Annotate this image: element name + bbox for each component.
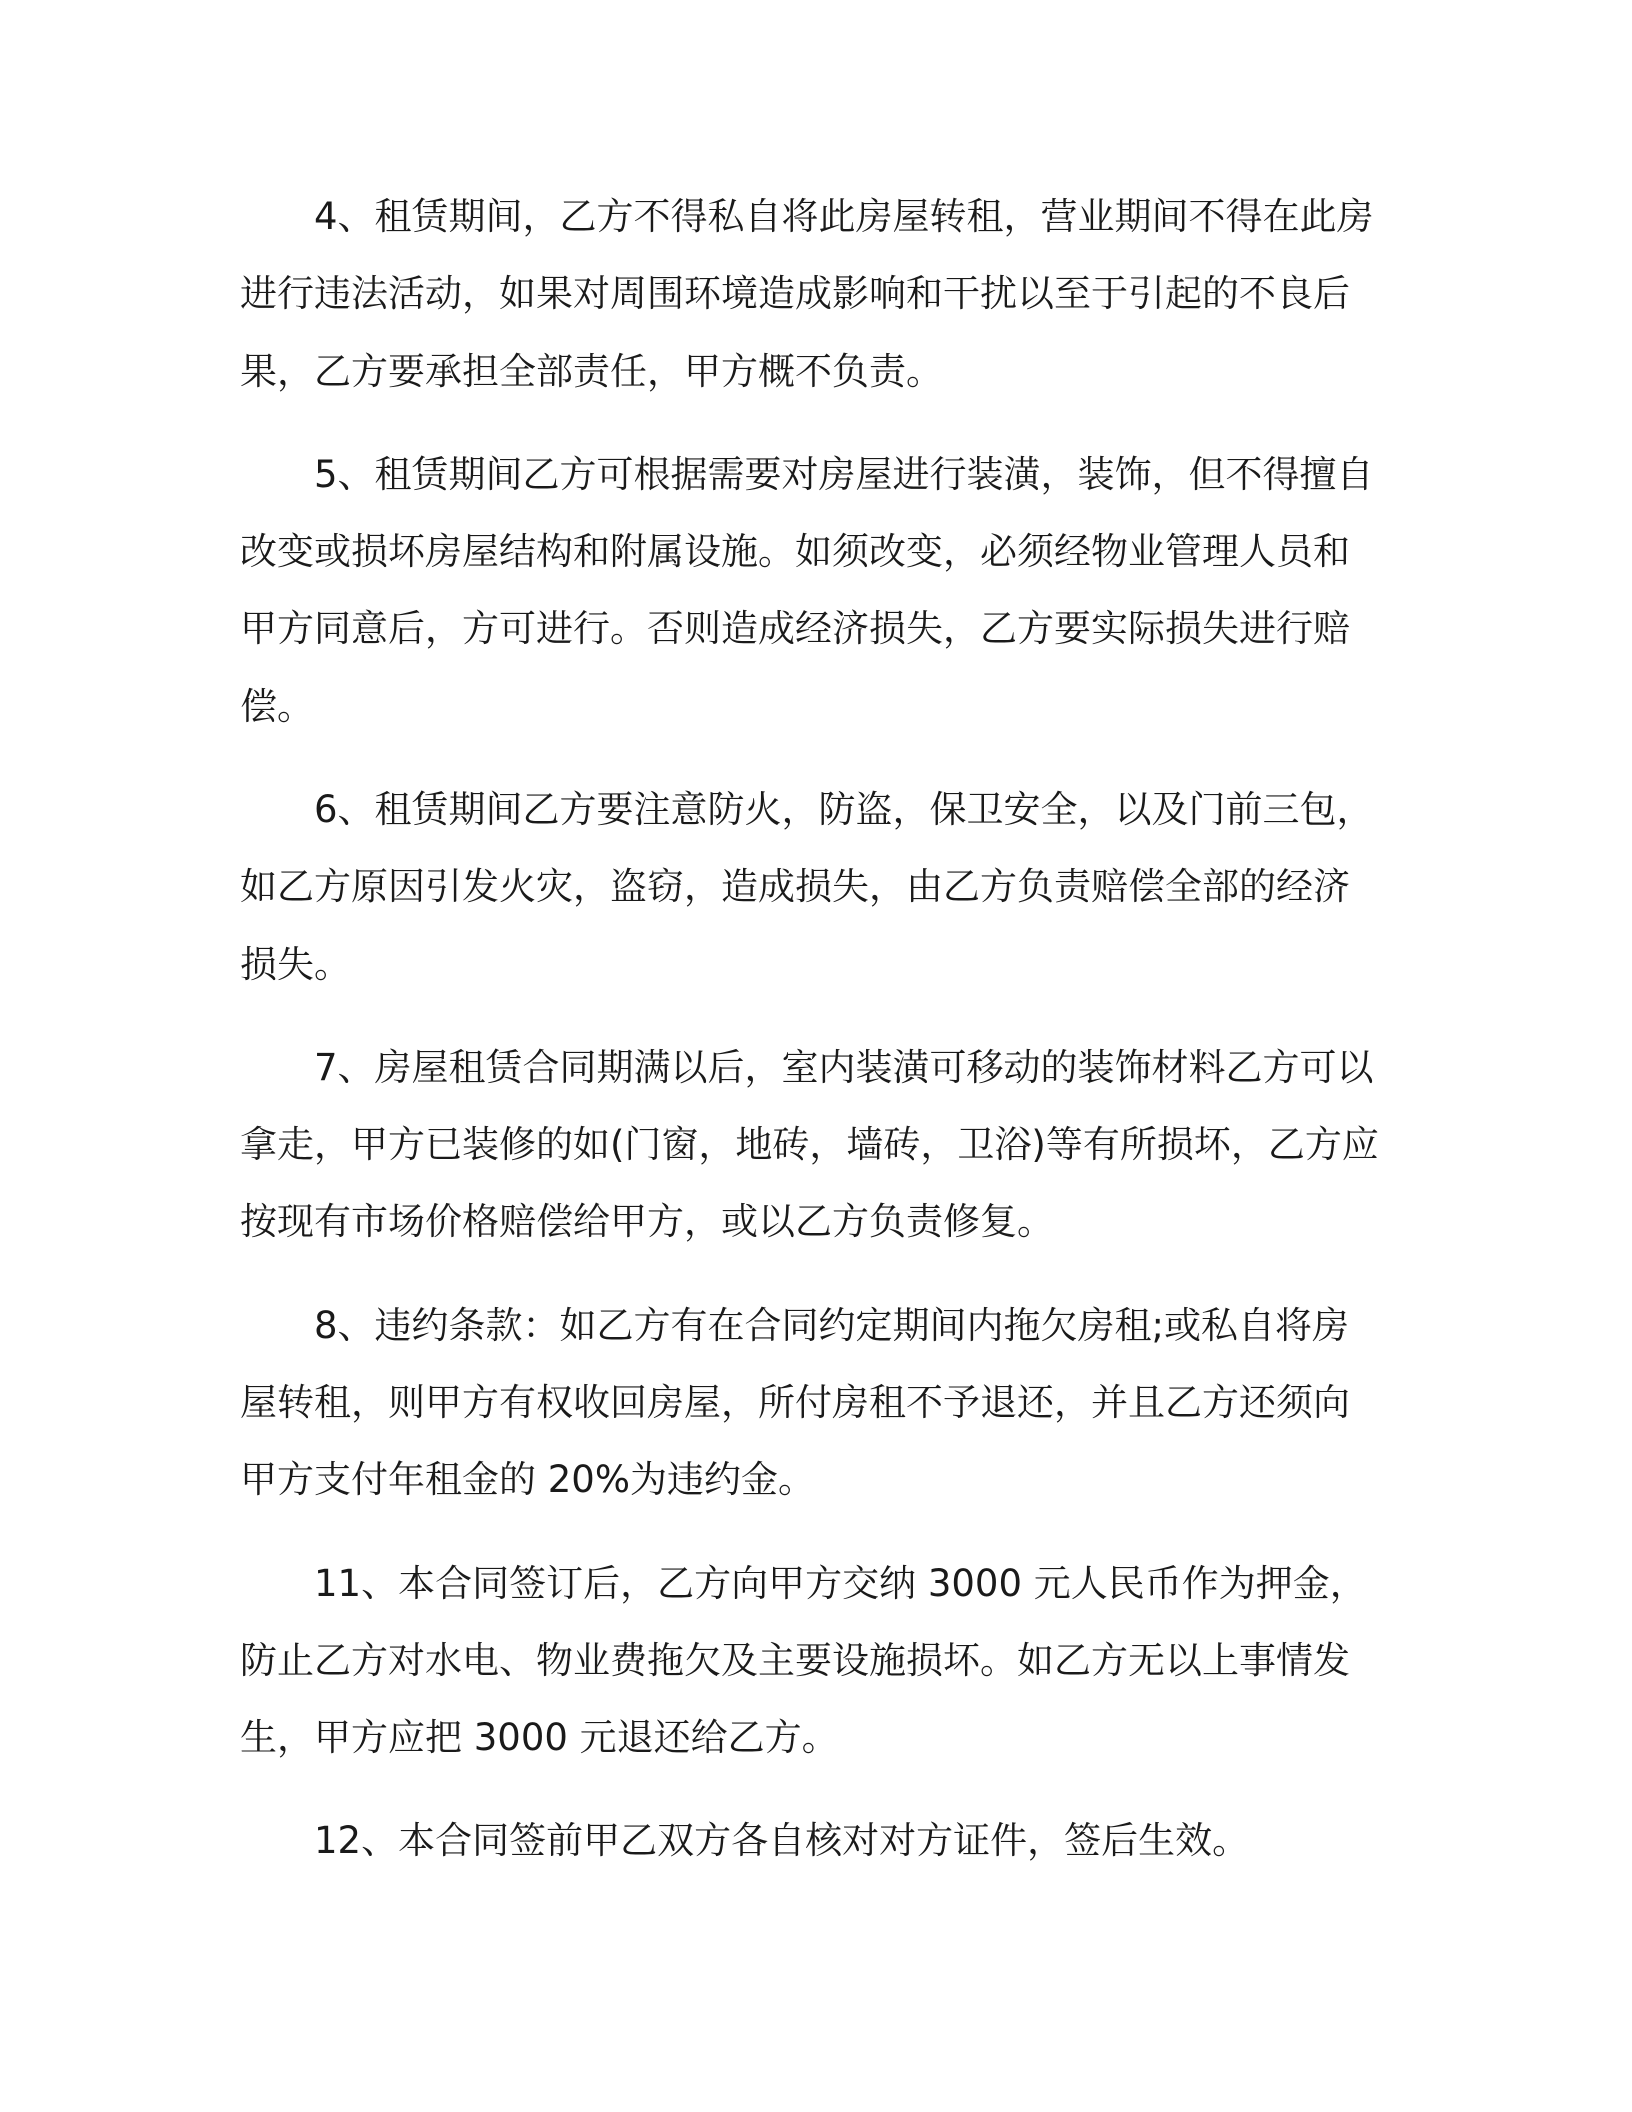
clause-5-line-4: 偿。 (240, 685, 314, 728)
clause-7-line-3: 按现有市场价格赔偿给甲方，或以乙方负责修复。 (240, 1200, 1054, 1243)
clause-7-line-1: 7、房屋租赁合同期满以后，室内装潢可移动的装饰材料乙方可以 (314, 1046, 1374, 1089)
clause-11-line-3: 生，甲方应把 3000 元退还给乙方。 (240, 1716, 839, 1759)
clause-8-line-3: 甲方支付年租金的 20%为违约金。 (240, 1458, 815, 1501)
clause-8-line-1: 8、违约条款：如乙方有在合同约定期间内拖欠房租;或私自将房 (314, 1304, 1350, 1347)
clause-4-line-1: 4、租赁期间，乙方不得私自将此房屋转租，营业期间不得在此房 (314, 195, 1374, 238)
clause-6-line-2: 如乙方原因引发火灾，盗窃，造成损失，由乙方负责赔偿全部的经济 (240, 865, 1350, 908)
clause-11-line-2: 防止乙方对水电、物业费拖欠及主要设施损坏。如乙方无以上事情发 (240, 1639, 1350, 1682)
clause-5-line-1: 5、租赁期间乙方可根据需要对房屋进行装潢，装饰，但不得擅自 (314, 453, 1374, 496)
clause-6-line-3: 损失。 (240, 943, 351, 986)
clause-5-line-2: 改变或损坏房屋结构和附属设施。如须改变，必须经物业管理人员和 (240, 530, 1350, 573)
clause-11-line-1: 11、本合同签订后，乙方向甲方交纳 3000 元人民币作为押金， (314, 1562, 1367, 1605)
clause-7-line-2: 拿走，甲方已装修的如(门窗，地砖，墙砖，卫浴)等有所损坏，乙方应 (240, 1123, 1379, 1166)
clause-5-line-3: 甲方同意后，方可进行。否则造成经济损失，乙方要实际损失进行赔 (240, 607, 1350, 650)
clause-4-line-2: 进行违法活动，如果对周围环境造成影响和干扰以至于引起的不良后 (240, 272, 1350, 315)
clause-4-line-3: 果，乙方要承担全部责任，甲方概不负责。 (240, 350, 943, 393)
clause-6-line-1: 6、租赁期间乙方要注意防火，防盗，保卫安全，以及门前三包， (314, 788, 1374, 831)
clause-8-line-2: 屋转租，则甲方有权收回房屋，所付房租不予退还，并且乙方还须向 (240, 1381, 1350, 1424)
clause-12-line-1: 12、本合同签前甲乙双方各自核对对方证件，签后生效。 (314, 1819, 1250, 1862)
